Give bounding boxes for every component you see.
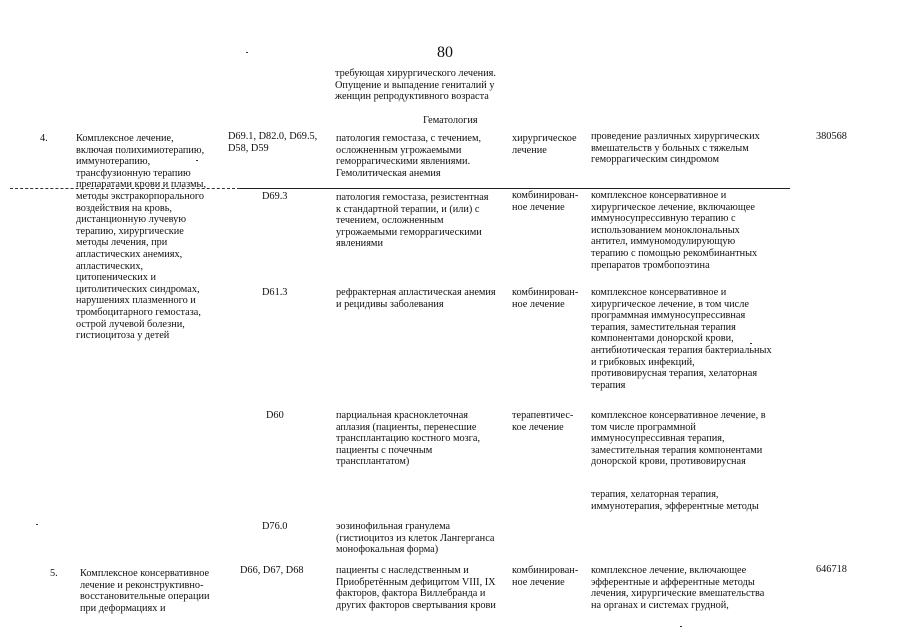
price: 646718 (816, 564, 847, 575)
treatment-method: комплексное консервативное лечение, в том числе программной иммуносупрессивная терапия, заместительная терапия компонентами донорской крови, противовирусная (591, 410, 766, 468)
icd-codes: D69.3 (262, 191, 288, 202)
row-number: 5. (50, 568, 58, 579)
row-divider (240, 188, 790, 189)
patient-model: патология гемостаза, с течением, осложненным угрожаемыми геморрагическими явлениями. Гемолитическая анемия (336, 133, 482, 179)
icd-codes: D61.3 (262, 287, 288, 298)
scan-dash-line (10, 188, 240, 189)
scan-speck (36, 524, 38, 525)
patient-model: пациенты с наследственным и Приобретённым дефицитом VIII, IX факторов, фактора Виллебранда и других факторов свертывания крови (336, 565, 496, 611)
patient-model: рефрактерная апластическая анемия и рецидивы заболевания (336, 287, 496, 310)
section-title: Гематология (423, 115, 478, 126)
top-continuation-text: требующая хирургического лечения. Опущение и выпадение гениталий у женщин репродуктивного возраста (335, 68, 496, 103)
icd-codes: D76.0 (262, 521, 288, 532)
scan-speck (246, 52, 248, 53)
patient-model: парциальная красноклеточная аплазия (пациенты, перенесшие трансплантацию костного мозга, пациенты с почечным трансплантатом) (336, 410, 481, 468)
treatment-name: Комплексное лечение, включая полихимиотерапию, иммунотерапию, трансфузионную терапию препаратами крови и плазмы, методы экстракорпорального воздействия на кровь, дистанционную лучевую терапию, хирургические методы лечения, при апластических анемиях, апластических, цитопенических и цитолитических синдромах, нарушениях плазменного и тромбоцитарного гемостаза, острой лучевой болезни, гистиоцитоза у детей (76, 133, 207, 342)
icd-codes: D66, D67, D68 (240, 565, 304, 576)
icd-codes: D69.1, D82.0, D69.5, D58, D59 (228, 131, 318, 154)
patient-model: эозинофильная гранулема (гистиоцитоз из клеток Лангерганса монофокальная форма) (336, 521, 495, 556)
treatment-name: Комплексное консервативное лечение и реконструктивно- восстановительные операции при деформациях и (80, 568, 210, 614)
scan-speck (196, 160, 198, 161)
treatment-method: комплексное консервативное и хирургическое лечение, включающее иммуносупрессивную терапию с использованием моноклональных антител, иммуномодулирующую терапию с помощью рекомбинантных препаратов тромбопоэтина (591, 190, 758, 271)
page-number: 80 (437, 44, 453, 61)
treatment-kind: комбинирован- ное лечение (512, 287, 579, 310)
scan-speck (680, 626, 682, 627)
treatment-kind: терапевтичес- кое лечение (512, 410, 574, 433)
treatment-method: комплексное консервативное и хирургическое лечение, в том числе программная иммуносупрессивная терапия, заместительная терапия компонентами донорской крови, антибиотическая терапия бактериальных и грибковых инфекций, противовирусная терапия, хелаторная терапия (591, 287, 772, 391)
treatment-method: комплексное лечение, включающее эфферентные и афферентные методы лечения, хирургические вмешательства на органах и системах грудной, (591, 565, 765, 611)
icd-codes: D60 (266, 410, 284, 421)
treatment-kind: комбинирован- ное лечение (512, 190, 579, 213)
price: 380568 (816, 131, 847, 142)
treatment-kind: комбинирован- ное лечение (512, 565, 579, 588)
treatment-method-continued: терапия, хелаторная терапия, иммунотерапия, эфферентные методы (591, 489, 759, 512)
treatment-method: проведение различных хирургических вмешательств у больных с тяжелым геморрагическим синдромом (591, 131, 760, 166)
row-number: 4. (40, 133, 48, 144)
scan-speck (750, 343, 752, 344)
patient-model: патология гемостаза, резистентная к стандартной терапии, и (или) с течением, осложненным угрожаемыми геморрагическими явлениями (336, 192, 489, 250)
treatment-kind: хирургическое лечение (512, 133, 577, 156)
